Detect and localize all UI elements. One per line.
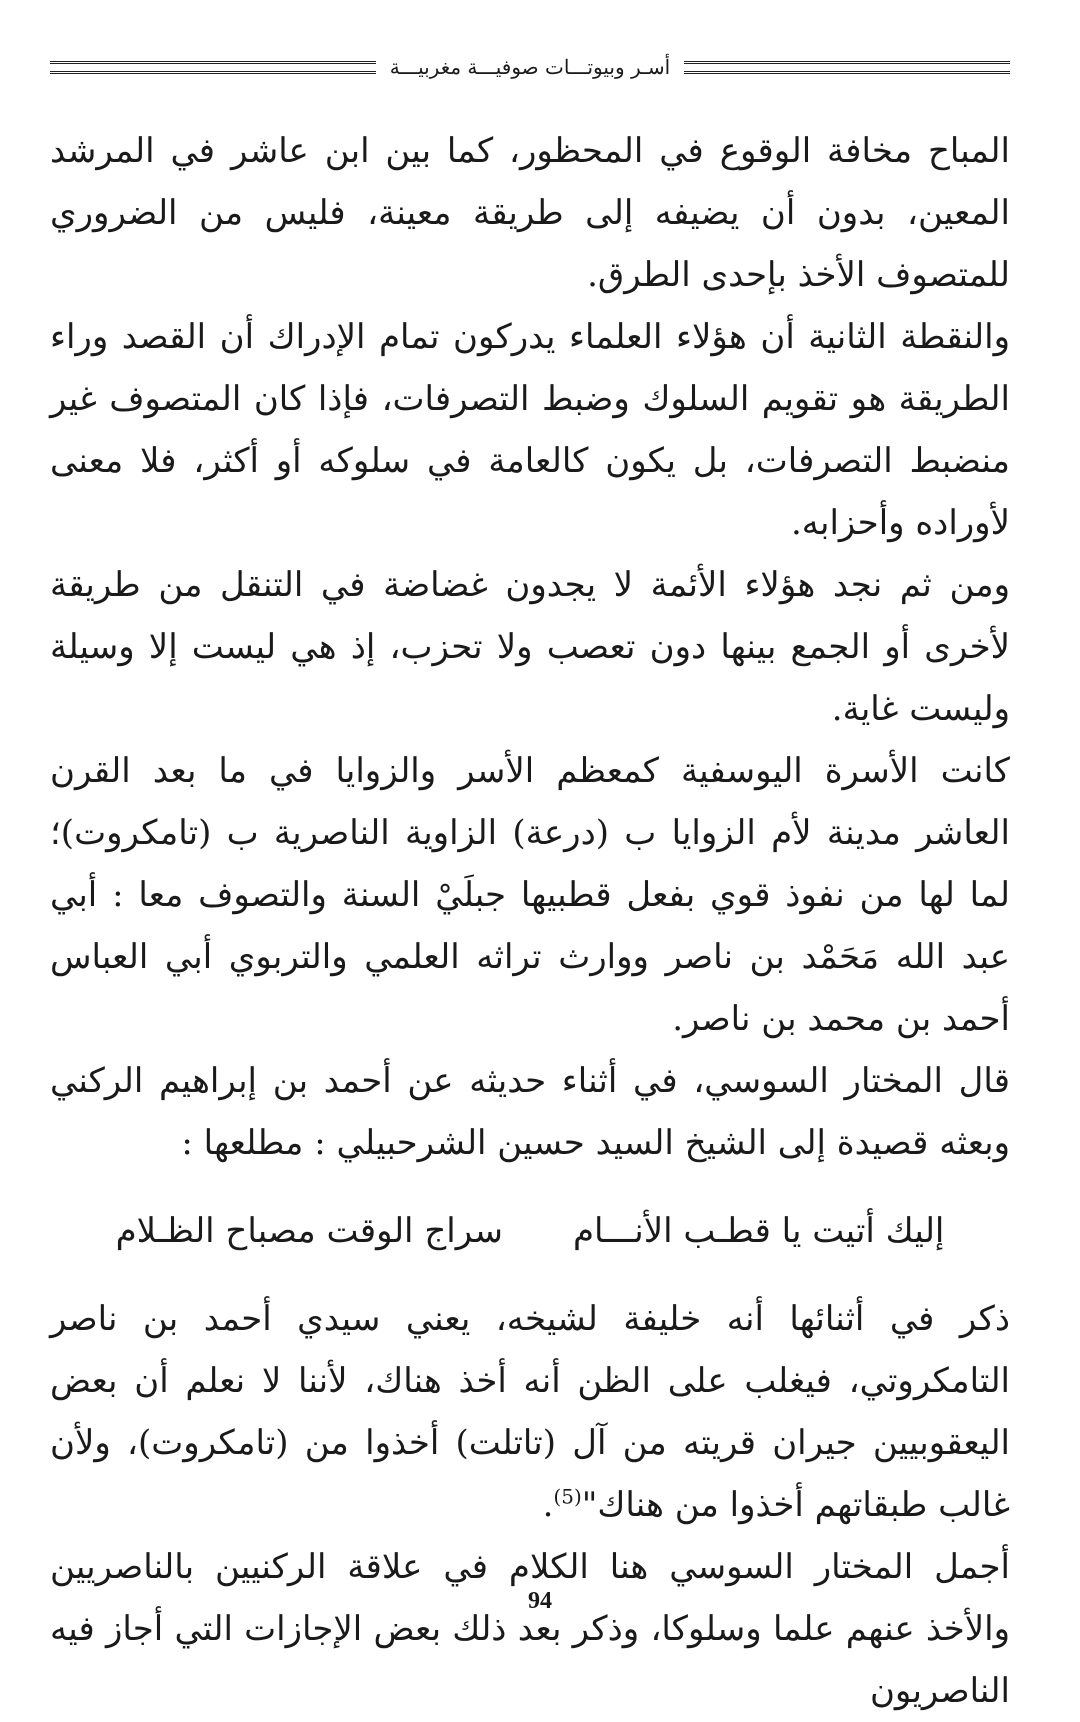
paragraph-1: المباح مخافة الوقوع في المحظور، كما بين ابن عاشر في المرشد المعين، بدون أن يضيفه إلى طريقة معينة، فليس من الضروري للمتصوف الأخذ بإحدى الطرق. xyxy=(50,131,1010,295)
header-rule-left xyxy=(50,61,376,74)
running-header-title: أسـر وبيوتـــات صوفيـــة مغربيـــة xyxy=(389,55,671,79)
footnote-reference[interactable]: (5) xyxy=(553,1484,582,1509)
paragraph-2: والنقطة الثانية أن هؤلاء العلماء يدركون تمام الإدراك أن القصد وراء الطريقة هو تقويم السلوك وضبط التصرفات، فإذا كان المتصوف غير منضبط التصرفات، بل يكون كالعامة في سلوكه أو أكثر، فلا معنى لأوراده وأحزابه. xyxy=(50,317,1010,543)
header-rule-right xyxy=(684,61,1010,74)
paragraph-6-end: . xyxy=(542,1485,554,1525)
page-number: 94 xyxy=(528,1588,552,1614)
body-text xyxy=(50,120,1010,1722)
paragraph-6 xyxy=(50,1288,1010,1536)
paragraph-7: أجمل المختار السوسي هنا الكلام في علاقة الركنيين بالناصريين والأخذ عنهم علما وسلوكا، وذكر بعد ذلك بعض الإجازات التي أجاز فيه الناصريون xyxy=(50,1547,1010,1711)
paragraph-3: ومن ثم نجد هؤلاء الأئمة لا يجدون غضاضة في التنقل من طريقة لأخرى أو الجمع بينها دون تعصب ولا تحزب، إذ هي ليست إلا وسيلة وليست غاية. xyxy=(50,565,1010,729)
running-header xyxy=(50,52,1010,82)
paragraph-6-text: ذكر في أثنائها أنه خليفة لشيخه، يعني سيدي أحمد بن ناصر التامكروتي، فيغلب على الظن أنه أخذ هناك، لأننا لا نعلم أن بعض اليعقوبيين جيران قريته من آل (تاتلت) أخذوا من (تامكروت)، ولأن غالب طبقاتهم أخذوا من هناك" xyxy=(50,1299,1010,1525)
poem-verse xyxy=(50,1200,1010,1262)
paragraph-4: كانت الأسرة اليوسفية كمعظم الأسر والزوايا في ما بعد القرن العاشر مدينة لأم الزوايا ب (درعة) الزاوية الناصرية ب (تامكروت)؛ لما لها من نفوذ قوي بفعل قطبيها جبلَيْ السنة والتصوف معا : أبي عبد الله مَحَمْد بن ناصر ووارث تراثه العلمي والتربوي أبي العباس أحمد بن محمد بن ناصر. xyxy=(50,751,1010,1039)
verse-first-hemistich: إليك أتيت يا قطـب الأنـــام xyxy=(572,1211,945,1251)
verse-second-hemistich: سراج الوقت مصباح الظـلام xyxy=(115,1211,503,1251)
paragraph-5: قال المختار السوسي، في أثناء حديثه عن أحمد بن إبراهيم الركني وبعثه قصيدة إلى الشيخ السيد حسين الشرحبيلي : مطلعها : xyxy=(50,1061,1010,1163)
